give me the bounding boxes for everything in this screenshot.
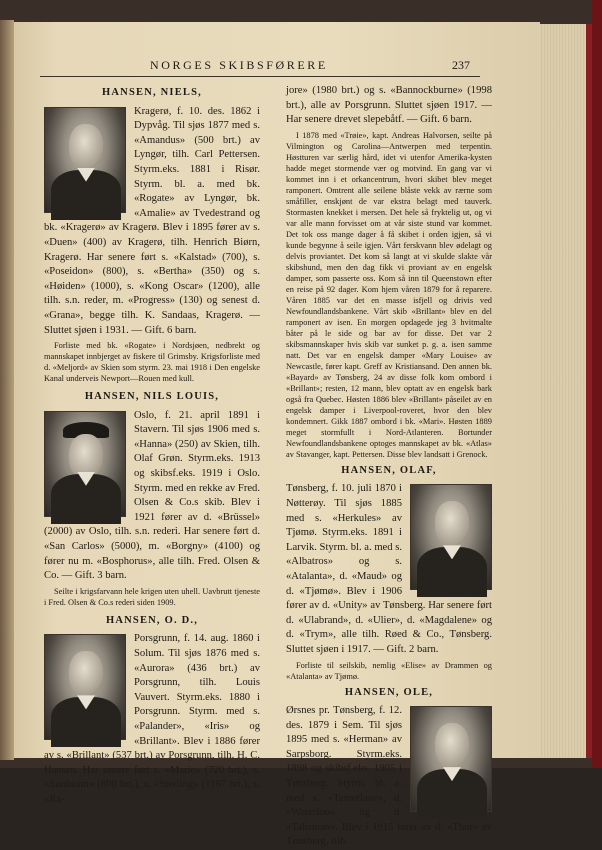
portrait-photo-icon — [44, 107, 126, 213]
entry-biography: Porsgrunn, f. 14. aug. 1860 i Solum. Til sjøs 1876 med s. «Aurora» (436 brt.) av Porsgrunn, tilh. Louis Vauvert. Styrm.eks. 1880 i Porsgrunn. Styrm. med s. «Palander», «Iris» og «Brillant». Blev i 1886 fører av s. «Brillant» (537 brt.) av Porsgrunn, tilh. H. C. Hansen. Har senere ført s. «Marie» (720 brt.), s. «Sunbeam» (800 brt.), s. «Sterling» (1167 brt.), s. «Ra- — [44, 632, 260, 807]
entry-biography-continued: jore» (1980 brt.) og s. «Bannockburne» (1998 brt.), alle av Porsgrunn. Sluttet sjøen 1917. — Har senere drevet slepebåtf. — Gift. 6 barn. — [286, 84, 492, 128]
entry-note: Seilte i krigsfarvann hele krigen uten uhell. Uavbrutt tjeneste i Fred. Olsen & Co.s rederi siden 1909. — [44, 586, 260, 608]
entry-biography: Ørsnes pr. Tønsberg, f. 12. des. 1879 i Sem. Til sjøs 1895 med s. «Herman» av Sarpsborg. Styrm.eks. 1898 og skibsf.eks. 1905 i Tønsberg. Styrm. bl. a. med s. «Tamerlane», d. «Waterloo» og d. «Talisman». Blev i 1915 fører av d. «Thor» av Tønsberg, tilh. — [286, 704, 492, 850]
entry-hansen-ole — [286, 686, 492, 850]
portrait-photo-icon — [44, 411, 126, 517]
page-header — [40, 58, 470, 76]
header-rule — [40, 76, 480, 77]
entry-note: I 1878 med «Trøie», kapt. Andreas Halvorsen, seilte på Vilmington og Carolina—Antwerpen med terpentin. Høstturen var særlig hård, idet vi utenfor Amerika-kysten hadde meget stormende vær og motvind. En gang var vi kommet inn i et orkancentrum, hvori skibet blev meget ramponert. Omtrent alle seilene blåste vekk av rærne som småfiller, enskjønt de var ekstra belagt med tauverk. Stormasten knekket i mersen. Det hele så fryktelig ut, og vi var alle mann forvisset om at vår siste stund var kommet. Det tok oss mange dager å få skibet i orden igjen, så vi kunde begynne å seile igjen. Vårt ferskvann blev ødelagt og delvis proviantet. Det kom så langt at vi skulde slakte vår skibshund, men den dag fikk vi proviant av en engelsk damper, som passerte oss. Kom så inn til Queenstown efter en reise på 92 dager. Kom hjem våren 1879 for å reparere. Våren 1885 var det en masse isfjell og drivis ved Newfoundlandsbankene. Vårt skib «Brillant» blev en del ramponert av isen. En morgen opdagede jeg 3 hvitmalte båter på le side og bar av for disse. Det var 2 skibsmannskaper hvis skib var sunket p. g. a. isen samme natt. Det var en engelsk damper «Mary Louise» av Newcastle, fører kapt. Greff av Kristiansand. Den annen bk. «Bayard» av Tønsberg, 24 av disse folk kom ombord i «Brillant»; resten, 12 mann, blev optatt av en engelsk bark også fra Quebec. Høsten 1886 blev «Brillant» påseilet av en engelsk damper i Liverpool-roveret, hvor den blev kondemnert. Gikk 1887 ombord i bk. «Mari». Høsten 1889 meget stormfullt i Nord-Atlanteren. Bortunder Newfoundlandsbankene optoges mannskapet av bk. «Atlas» av Stavanger, kapt. Pettersen. Disse blev landsatt i Grenock. — [286, 130, 492, 460]
portrait-photo-icon — [44, 634, 126, 740]
entry-title: HANSEN, NIELS, — [44, 86, 260, 101]
entry-title: HANSEN, OLE, — [286, 686, 492, 701]
entry-title: HANSEN, OLAF, — [286, 464, 492, 479]
entry-biography: Oslo, f. 21. april 1891 i Stavern. Til sjøs 1906 med s. «Hanna» (250) av Skien, tilh. Olaf Grøn. Styrm.eks. 1913 og skibsf.eks. 1919 i Oslo. Styrm. med en rekke av Fred. Olsen & Co.s skib. Blev i 1921 fører av d. «Brüssel» (2000) av Oslo, tilh. s.n. rederi. Har senere ført d. «San Carlos» (5000), m. «Borgny» (4100) og fører nu m. «Bosphorus», alle tilh. Fred. Olsen & Co. — Gift. 3 barn. — [44, 409, 260, 584]
portrait-photo-icon — [410, 706, 492, 812]
entry-hansen-olaf — [286, 464, 492, 682]
entry-hansen-o-d — [44, 614, 260, 808]
entry-title: HANSEN, O. D., — [44, 614, 260, 629]
entry-hansen-niels — [44, 86, 260, 384]
page-number: 237 — [452, 58, 470, 73]
right-column — [286, 84, 492, 850]
page-stack-edges — [540, 24, 592, 758]
entry-biography: Tønsberg, f. 10. juli 1870 i Nøtterøy. Til sjøs 1885 med s. «Herkules» av Tjømø. Styrm.eks. 1891 i Larvik. Styrm. bl. a. med s. «Albatros» og s. «Atalanta», d. «Maud» og d. «Tjømø». Blev i 1906 fører av d. «Unity» av Tønsberg. Har senere ført d. «Ulabrand», d. «Ulier», d. «Magdalene» og d. «Trym», alle tilh. Røed & Co., Tønsberg. Sluttet sjøen i 1917. — Gift. 2 barn. — [286, 482, 492, 657]
previous-page-edge — [0, 20, 14, 760]
portrait-photo-icon — [410, 484, 492, 590]
book-cover-spine — [592, 0, 602, 768]
entry-note: Forliste med bk. «Rogate» i Nordsjøen, nedbrekt og mannskapet innbjerget av fiskere til Grimsby. Krigsforliste med d. «Meljord» av Skien som styrm. 23. mai 1918 i Den engelske Kanal underveis Newport—Rouen med kull. — [44, 340, 260, 384]
entry-title: HANSEN, NILS LOUIS, — [44, 390, 260, 405]
entry-hansen-nils-louis — [44, 390, 260, 608]
entry-biography: Kragerø, f. 10. des. 1862 i Dypvåg. Til sjøs 1877 med s. «Amandus» (500 brt.) av Lyngør, tilh. Carl Pettersen. Styrm.eks. 1881 i Risør. Styrm. bl. a. med bk. «Rogate» av Lyngør, bk. «Amalie» av Tvedestrand og bk. «Kragerø» av Kragerø. Blev i 1895 fører av s. «Duen» (400) av Kragerø, tilh. Henrich Biørn, Kragerø. Har senere ført s. «Kalstad» (700), s. «Poseidon» (800), s. «Bertha» (350) og s. «Høiden» (1000), s. «Kong Oscar» (1200), alle tilh. s.n. reder, m. «Progress» (130) og senest d. «Grana», begge tilh. K. Sandaas, Kragerø. — Sluttet sjøen i 1931. — Gift. 6 barn. — [44, 105, 260, 339]
left-column — [44, 84, 260, 808]
entry-note: Forliste til seilskib, nemlig «Elise» av Drammen og «Atalanta» av Tjømø. — [286, 660, 492, 682]
running-head: NORGES SKIBSFØRERE — [150, 58, 328, 73]
